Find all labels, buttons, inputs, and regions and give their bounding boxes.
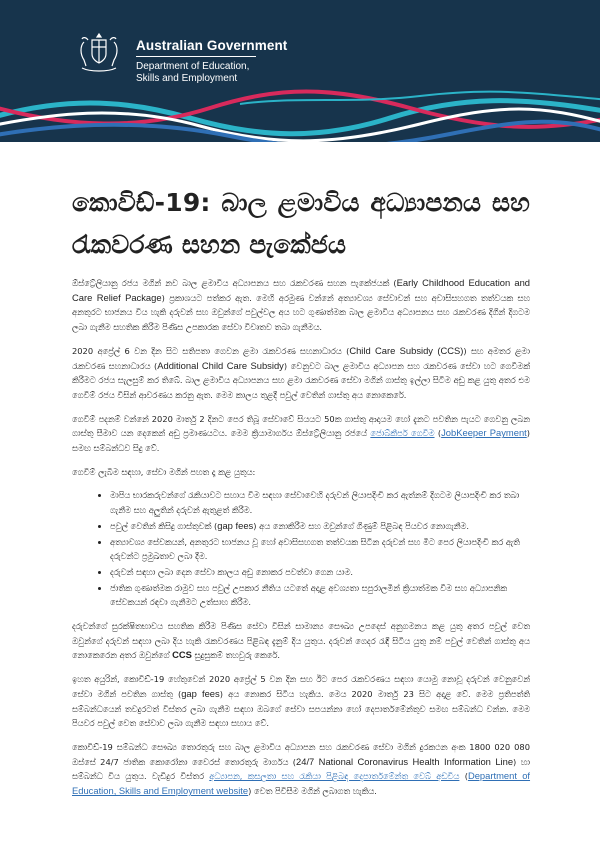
- text-en: gap fees: [217, 519, 254, 531]
- text: (: [434, 428, 442, 439]
- paragraph-intro: [72, 276, 530, 335]
- text: මාපිය භාරකරුවන්ගේ රැකියාවට සහාය වීම සඳහා සේවාවෙහි දරුවන් ලියාපදිංචි කර ඇත්නම් දිගටම ලියාපදිංචි කර තබා ගැනීම සහ අලුතින් දරුවන් ඇතුළත් කිරීම.: [110, 490, 520, 516]
- paragraph-gap-fees: [72, 672, 530, 731]
- list-item: [110, 535, 530, 564]
- list-item: [110, 581, 530, 610]
- page-title: කොවිඩ්-19: බාල ළමාවිය අධ්‍යාපනය සහ රැකවරණ සහන පැකේජය: [72, 188, 530, 259]
- paragraph-safety: [72, 619, 530, 663]
- text: ) අය නොකිරීම සහ ඔවුන්ගේ ගිණුම් පිළිබඳ පියවර නොගැනීම.: [253, 520, 469, 531]
- requirements-list: [72, 488, 530, 610]
- text: ඕස්ට්‍රේලියානු රජය මගින් නව බාල ළමාවිය අධ්‍යාපනය සහ රැකවරණ සහන පැකේජයක් (: [72, 278, 397, 288]
- department-line-2: Skills and Employment: [136, 73, 238, 84]
- decorative-waves: [0, 0, 600, 150]
- text: 2020 අප්‍රේල් 6 වන දින සිට සතිපතා ගෙවන ළමා රැකවරණ සහනාධාරය (: [72, 345, 350, 356]
- paragraph-requirements: ගෙවීම් ලැබීම සඳහා, සේවා මගින් පහත දෑ කළ යුතුය:: [72, 466, 256, 477]
- text-en: Child Care Subsidy (CCS): [349, 344, 464, 356]
- text-en: CCS: [172, 649, 192, 661]
- list-item: [110, 565, 530, 580]
- text: ) අය නොකර සිටිය හැකිය. මෙය 2020 මාර්තු 23 සිට අදාළ වේ. මෙම ප්‍රතිපත්ති සම්බන්ධයෙන් තවදුරටත් විස්තර ලබා ගැනීම සඳහා ඔබගේ සේවා සපයන්නා හෝ දෙපාර්තමේන්තුව සමඟ සම්බන්ධ වන්න. මෙම පියවර පවුල් වෙත සේවාව ලබා ගැනීම සඳහා සහාය වේ.: [72, 688, 530, 729]
- paragraph-payment: [72, 412, 530, 456]
- paragraph-subsidy: [72, 344, 530, 403]
- paragraph-contact: [72, 740, 530, 799]
- text: දරුවන්ගේ සුරක්ෂිතභාවය සහතික කිරීම පිණිස සේවා විසින් සාමාන්‍ය සෞඛ්‍ය උපදෙස් අනුගමනය කළ යුතු අතර පවුල් වෙත ඔවුන්ගේ දරුවන් සඳහා ලබා දිය හැකි රැකවරණය පිළිබඳ දැනුම් දිය යුතුය. දරුවන් ගෙදර රැඳී සිටිය යුතු නම් පවුල් වෙතින් ගාස්තු අය නොකෙරෙන අතර ඔවුන්ගේ: [72, 621, 530, 661]
- text: ) වෙත පිවිසීම මගින් ලබාගත හැකිය.: [248, 786, 377, 797]
- jobkeeper-link-en[interactable]: JobKeeper Payment: [441, 427, 527, 439]
- department-website-link-en[interactable]: Department of Education, Skills and Employment website: [72, 770, 531, 797]
- list-item: [110, 519, 530, 534]
- text: ගෙවීම් පදනම් වන්නේ 2020 මාර්තු 2 දිනට පෙර තිබූ සේවාවේ සියයට 50ක ගාස්තු ආදායම හෝ දැනට පවතින පැයට ගෙවනු ලබන ගාස්තු සීමාව යන දෙකෙන් අඩු ප්‍රමාණයටය. මෙම ක්‍රියාමාර්ගය ඕස්ට්‍රේලියානු රජයේ: [72, 413, 530, 439]
- title-divider: [136, 56, 256, 57]
- page-header: [0, 0, 600, 150]
- text-en: gap fees: [181, 687, 220, 699]
- text: ඉහත අයුරින්, කොවිඩ්-19 හේතුවෙන් 2020 අප්‍රේල් 5 වන දින සහ ඊට පෙර රැකවරණය සඳහා යොමු නොවූ දරුවන් වෙනුවෙන් සේවා මගින් පවතින ගාස්තු (: [72, 674, 530, 699]
- government-title: Australian Government: [136, 38, 288, 53]
- text-en: 24/7 National Coronavirus Health Information Line: [296, 755, 514, 767]
- list-item: [110, 488, 530, 517]
- text: ) ප්‍රකාශයට පත්කර ඇත. මෙහි අරමුණ වන්නේ අත්‍යාවශ්‍ය සේවාවන් සහ අවාසිසහගත තත්වයක සහ අනතුරට භාජනය විය හැකි දරුවන් සහ ඔවුන්ගේ පවුල්වල අය හට ගුණාත්මක බාල ළමාවිය අධ්‍යාපනය සහ රැකවරණ දිගින් දිගටම ලබා ගැනීම සහතික කිරීම පිණිස උපකාරක සේවා විවෘතව තබා ගැනීමය.: [72, 292, 530, 333]
- jobkeeper-link-si[interactable]: ජොබ්කීපර් ගෙවීම: [370, 428, 435, 439]
- text: ) සමඟ සම්බන්ධව සිදු වේ.: [72, 428, 531, 454]
- text: දරුවන් සඳහා ලබා දෙන සේවා කාලය අඩු නොකර පවත්වා ගෙන යාම.: [110, 566, 354, 577]
- text: ) වෙනුවට බාල ළමාවිය අධ්‍යාපන සහ රැකවරණ සේවා හට ගෙවීමක් කිරීමට රජය සැලසුම් කර තිබේ. බාල ළමාවිය අධ්‍යාපනය සහ ළමා රැකවරණ සේවා මගින් ගාස්තු ඉල්ලා සිටීම අඩු කළ යුතු අතර එම ගෙවීම් රජය විසින් ආවරණය කරනු ඇත. මෙම කාලය තුළදී පවුල් වෙතින් ගාස්තු අය නොකෙරේ.: [72, 360, 531, 400]
- department-line-1: Department of Education,: [136, 61, 250, 72]
- document-body: [72, 182, 530, 808]
- australian-coat-of-arms-icon: [74, 30, 124, 74]
- text: ) හා සම්බන්ධ විය යුතුය. වැඩිදුර විස්තර: [72, 756, 531, 782]
- department-website-link-si[interactable]: අධ්‍යාපන, කුසලතා සහ රැකියා පිළිබඳ දෙපාර්තමේන්තු වෙබ් අඩවිය: [209, 771, 460, 782]
- text-en: Additional Child Care Subsidy: [157, 359, 284, 371]
- text: අත්‍යාවශ්‍ය සේවකයන්, අනතුරට භාජනය වූ හෝ අවාසිසහගත තත්වයක සිටින දරුවන් සහ මීට පෙර ලියාපදිංචි කර ඇති දරුවන්ට ප්‍රමුඛතාව ලබා දීම.: [110, 536, 520, 562]
- text-en: Early Childhood Education and Care Relief Package: [72, 277, 531, 303]
- text: ) සහ අමතර ළමා රැකවරණ සහනාධාරය (: [72, 345, 530, 371]
- text: ජාතික ගුණාත්මක රාමුව සහ පවුල් උපකාර නීතිය යටතේ අදාළ අවශ්‍යතා සපුරාලමින් ක්‍රියාත්මක වීම සහ අධ්‍යාපනික සේවකයන් රඳවා ගැනීමට උත්සාහ කිරීම.: [110, 582, 508, 608]
- department-name: [136, 61, 276, 85]
- text: පවුල් වෙතින් කිසිදු ගාස්තුවක් (: [110, 520, 218, 531]
- text: සුදුසුකම් තහවුරු කෙරේ.: [191, 650, 280, 661]
- text: (: [459, 771, 468, 782]
- text: කොවිඩ්-19 සම්බන්ධ සෞඛ්‍ය තොරතුරු සහ බාල ළමාවිය අධ්‍යාපන සහ රැකවරණ සේවා මගින් දුරකථන අංක 1800 020 080 ඔස්සේ 24/7 ජාතික කොරෝනා වෛරස් තොරතුරු මාර්ගය (: [72, 741, 530, 767]
